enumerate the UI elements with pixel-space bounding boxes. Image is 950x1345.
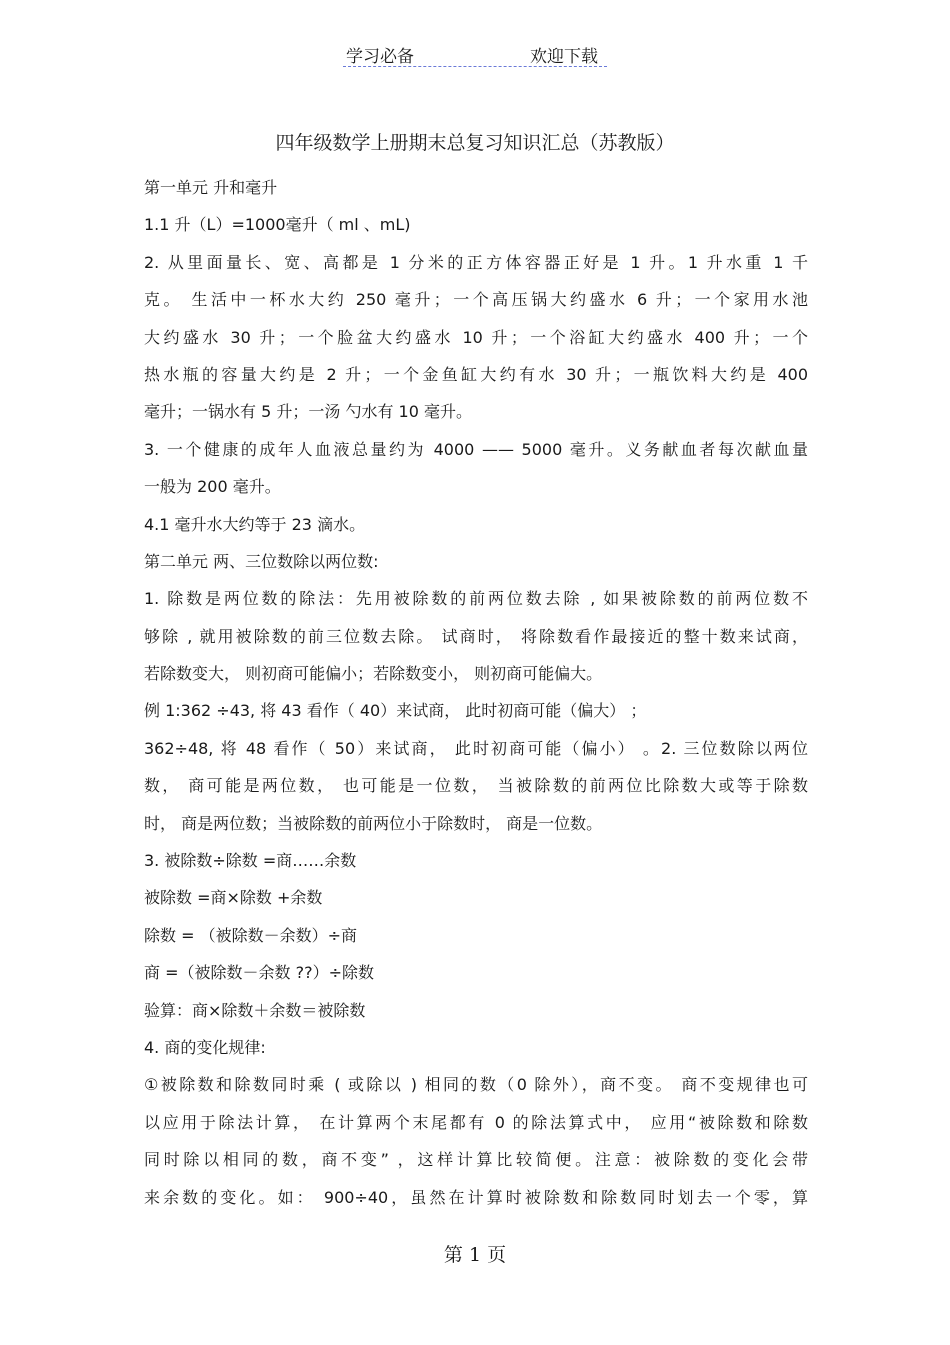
section-heading-unit-1: 第一单元 升和毫升 (144, 178, 278, 197)
text-line: 一般为 200 毫升。 (144, 477, 281, 497)
formula-line: 商 =（被除数－余数 ??）÷除数 (144, 963, 374, 983)
text-line: ①被除数和除数同时乘 ( 或除以 ) 相同的数（0 除外），商不变。 商不变规律也可 (144, 1075, 808, 1095)
page-number: 第 1 页 (443, 1244, 507, 1266)
document-title: 四年级数学上册期末总复习知识汇总（苏教版） (275, 132, 675, 154)
text-line: 热水瓶的容量大约是 2 升；一个金鱼缸大约有水 30 升；一瓶饮料大约是 400 (144, 364, 808, 384)
text-line: 362÷48, 将 48 看作（ 50）来试商， 此时初商可能（偏小） 。2. 三位数除以两位 (144, 738, 808, 758)
text-line: 来余数的变化。如： 900÷40，虽然在计算时被除数和除数同时划去一个零，算 (144, 1187, 808, 1207)
text-line: 克。 生活中一杯水大约 250 毫升；一个高压锅大约盛水 6 升；一个家用水池 (144, 290, 808, 310)
text-line: 4.1 毫升水大约等于 23 滴水。 (144, 514, 366, 534)
text-line: 若除数变大， 则初商可能偏小；若除数变小， 则初商可能偏大。 (144, 664, 603, 684)
text-line: 同时除以相同的数，商不变” ，这样计算比较简便。注意：被除数的变化会带 (144, 1150, 808, 1170)
text-line: 1.1 升（L）=1000毫升（ ml 、mL) (144, 215, 411, 235)
page-header (343, 40, 607, 67)
header-left-text: 学习必备 (346, 47, 414, 67)
text-line: 1. 除数是两位数的除法：先用被除数的前两位数去除 , 如果被除数的前两位数不 (144, 589, 808, 609)
text-line: 4. 商的变化规律: (144, 1037, 266, 1057)
text-line: 毫升；一锅水有 5 升；一汤 勺水有 10 毫升。 (144, 402, 472, 422)
text-line: 3. 一个健康的成年人血液总量约为 4000 —— 5000 毫升。义务献血者每次献血量 (144, 439, 808, 459)
text-line: 以应用于除法计算， 在计算两个末尾都有 0 的除法算式中， 应用“被除数和除数 (144, 1112, 808, 1132)
formula-line: 被除数 =商×除数 +余数 (144, 888, 323, 908)
text-line: 数， 商可能是两位数， 也可能是一位数， 当被除数的前两位比除数大或等于除数 (144, 776, 808, 796)
formula-line: 验算：商×除数＋余数＝被除数 (144, 1000, 366, 1020)
formula-line: 除数 = （被除数－余数）÷商 (144, 925, 357, 945)
header-right-text: 欢迎下载 (530, 47, 598, 67)
text-line: 时， 商是两位数；当被除数的前两位小于除数时， 商是一位数。 (144, 813, 603, 833)
text-line: 大约盛水 30 升；一个脸盆大约盛水 10 升；一个浴缸大约盛水 400 升；一个 (144, 327, 808, 347)
text-line: 够除 , 就用被除数的前三位数去除。 试商时， 将除数看作最接近的整十数来试商， (144, 626, 808, 646)
text-line: 2. 从里面量长、宽、高都是 1 分米的正方体容器正好是 1 升。1 升水重 1 千 (144, 252, 808, 272)
document-body (144, 169, 808, 1216)
section-heading-unit-2: 第二单元 两、三位数除以两位数: (144, 551, 379, 571)
text-line: 例 1:362 ÷43, 将 43 看作（ 40）来试商， 此时初商可能（偏大） ； (144, 701, 647, 721)
formula-line: 3. 被除数÷除数 =商……余数 (144, 851, 357, 871)
